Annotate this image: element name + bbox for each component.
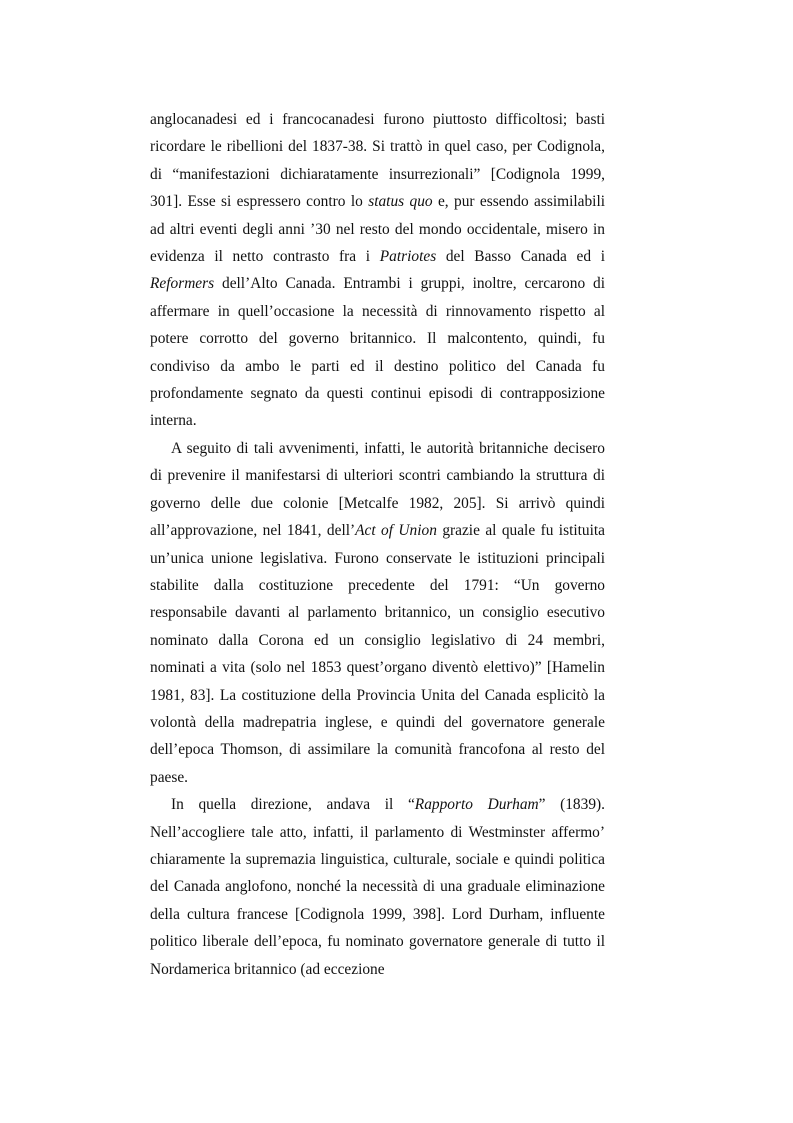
paragraph-text: grazie al quale fu istituita un’unica unione legislativa. Furono conservate le istituzioni principali stabilite dalla costituzione precedente del 1791: “Un governo responsabile davanti al parlamento britannico, un consiglio esecutivo nominato dalla Corona ed un consiglio legislativo di 24 membri, nominati a vita (solo nel 1853 quest’organo diventò elettivo)” [Hamelin 1981, 83]. La costituzione della Provincia Unita del Canada esplicitò la volontà della madrepatria inglese, e quindi del governatore generale dell’epoca Thomson, di assimilare la comunità francofona al resto del paese.: [150, 522, 605, 786]
paragraph-text: del Basso Canada ed i: [436, 248, 606, 266]
paragraph-text: e, pur essendo assimilabili ad altri eventi degli anni ’30 nel resto del mondo occidentale, misero in evidenza il netto contrasto fra i: [150, 193, 605, 266]
paragraph: [150, 435, 605, 791]
paragraph-text: ” (1839). Nell’accogliere tale atto, infatti, il parlamento di Westminster affermo’ chiaramente la supremazia linguistica, culturale, sociale e quindi politica del Canada anglofono, nonché la necessità di una graduale eliminazione della cultura francese [Codignola 1999, 398]. Lord Durham, influente politico liberale dell’epoca, fu nominato governatore generale di tutto il Nordamerica britannico (ad eccezione: [150, 796, 605, 978]
document-page: [150, 106, 605, 983]
paragraph: [150, 106, 605, 435]
italic-term: Reformers: [150, 275, 215, 293]
italic-term: Act of Union: [355, 522, 437, 540]
paragraph-text: A seguito di tali avvenimenti, infatti, le autorità britanniche decisero di prevenire il manifestarsi di ulteriori scontri cambiando la struttura di governo delle due colonie [Metcalfe 1982, 205]. Si arrivò quindi all’approvazione, nel 1841, dell’: [150, 439, 605, 540]
paragraph-text: dell’Alto Canada. Entrambi i gruppi, inoltre, cercarono di affermare in quell’occasione la necessità di rinnovamento rispetto al potere corrotto del governo britannico. Il malcontento, quindi, fu condiviso da ambo le parti ed il destino politico del Canada fu profondamente segnato da questi continui episodi di contrapposizione interna.: [150, 275, 605, 430]
italic-term: Rapporto Durham: [414, 796, 539, 814]
italic-term: status quo: [368, 193, 433, 211]
paragraph-text: anglocanadesi ed i francocanadesi furono piuttosto difficoltosi; basti ricordare le ribellioni del 1837-38. Si trattò in quel caso, per Codignola, di “manifestazioni dichiaratamente insurrezionali” [Codignola 1999, 301]. Esse si espressero contro lo: [150, 111, 605, 211]
paragraph: [150, 791, 605, 983]
italic-term: Patriotes: [379, 248, 437, 266]
paragraph-text: In quella direzione, andava il “: [171, 796, 415, 814]
